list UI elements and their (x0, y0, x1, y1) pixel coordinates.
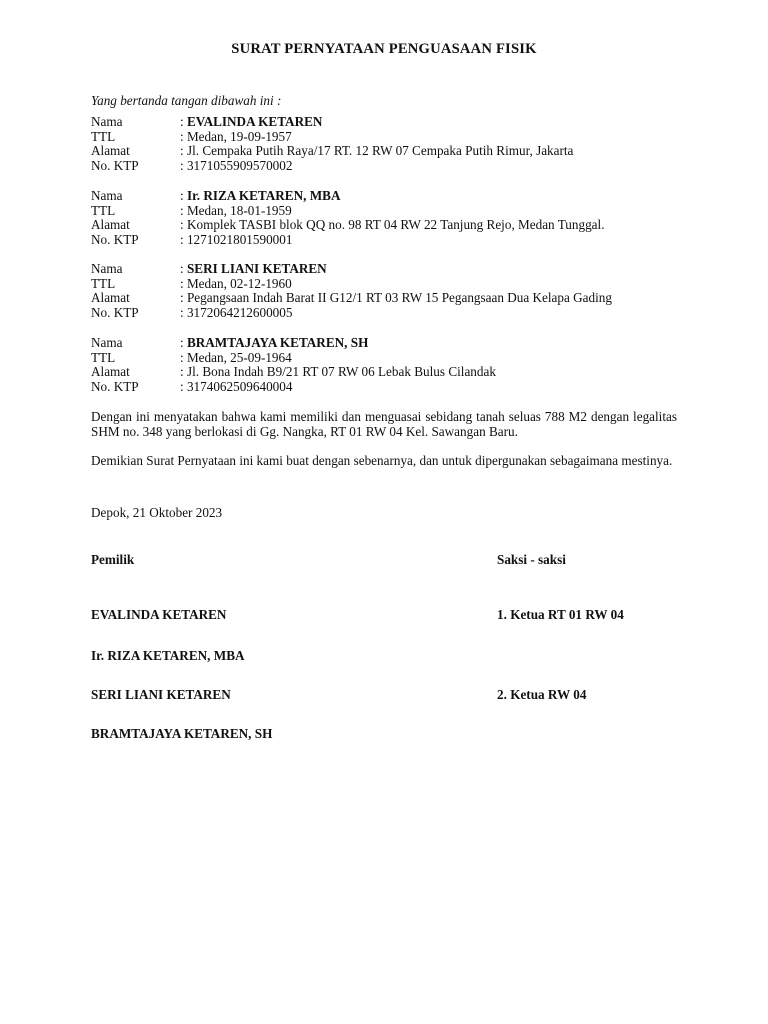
ktp-value: : 3171055909570002 (180, 158, 293, 174)
person-block (91, 261, 691, 320)
ktp-value: : 3172064212600005 (180, 305, 293, 321)
place-date: Depok, 21 Oktober 2023 (91, 505, 223, 520)
witness-heading: Saksi - saksi (497, 552, 566, 567)
ttl-value: : Medan, 19-09-1957 (180, 128, 292, 144)
address-value: : Jl. Bona Indah B9/21 RT 07 RW 06 Lebak Bulus Cilandak (180, 364, 496, 380)
name-label: Nama (91, 188, 123, 203)
witness-signature-name: 1. Ketua RT 01 RW 04 (497, 607, 624, 622)
name-value: : EVALINDA KETAREN (180, 114, 323, 129)
document-title: SURAT PERNYATAAN PENGUASAAN FISIK (231, 41, 537, 57)
closing-paragraph: Demikian Surat Pernyataan ini kami buat dengan sebenarnya, dan untuk dipergunakan sebagaimana mestinya. (91, 453, 673, 468)
address-value: : Jl. Cempaka Putih Raya/17 RT. 12 RW 07 Cempaka Putih Rimur, Jakarta (180, 143, 574, 159)
ktp-label: No. KTP (91, 232, 139, 248)
intro-text: Yang bertanda tangan dibawah ini : (91, 93, 282, 108)
address-value: : Komplek TASBI blok QQ no. 98 RT 04 RW 22 Tanjung Rejo, Medan Tunggal. (180, 217, 605, 233)
statement-paragraph: Dengan ini menyatakan bahwa kami memiliki dan menguasai sebidang tanah seluas 788 M2 dengan legalitas SHM no. 348 yang berlokasi di Gg. Nangka, RT 01 RW 04 Kel. Sawangan Baru. (91, 409, 677, 439)
ktp-label: No. KTP (91, 379, 139, 395)
person-block (91, 114, 691, 173)
owner-heading: Pemilik (91, 552, 135, 567)
address-label: Alamat (91, 364, 130, 380)
address-label: Alamat (91, 217, 130, 233)
name-value: : Ir. RIZA KETAREN, MBA (180, 188, 341, 203)
owner-signature-name: EVALINDA KETAREN (91, 607, 227, 622)
ttl-value: : Medan, 18-01-1959 (180, 202, 292, 218)
name-label: Nama (91, 335, 123, 350)
ttl-value: : Medan, 25-09-1964 (180, 349, 292, 365)
ktp-value: : 1271021801590001 (180, 232, 293, 248)
owner-signature-name: SERI LIANI KETAREN (91, 687, 231, 702)
person-block (91, 335, 691, 394)
ttl-label: TTL (91, 349, 116, 365)
ktp-label: No. KTP (91, 305, 139, 321)
owner-signature-name: BRAMTAJAYA KETAREN, SH (91, 726, 273, 741)
ttl-value: : Medan, 02-12-1960 (180, 275, 292, 291)
address-value: : Pegangsaan Indah Barat II G12/1 RT 03 RW 15 Pegangsaan Dua Kelapa Gading (180, 290, 612, 306)
ktp-value: : 3174062509640004 (180, 379, 293, 395)
address-label: Alamat (91, 143, 130, 159)
address-label: Alamat (91, 290, 130, 306)
owner-signature-name: Ir. RIZA KETAREN, MBA (91, 648, 245, 663)
name-label: Nama (91, 114, 123, 129)
person-block (91, 188, 691, 247)
ttl-label: TTL (91, 275, 116, 291)
name-label: Nama (91, 261, 123, 276)
ttl-label: TTL (91, 202, 116, 218)
name-value: : BRAMTAJAYA KETAREN, SH (180, 335, 369, 350)
witness-signature-name: 2. Ketua RW 04 (497, 687, 587, 702)
ttl-label: TTL (91, 128, 116, 144)
ktp-label: No. KTP (91, 158, 139, 174)
name-value: : SERI LIANI KETAREN (180, 261, 327, 276)
